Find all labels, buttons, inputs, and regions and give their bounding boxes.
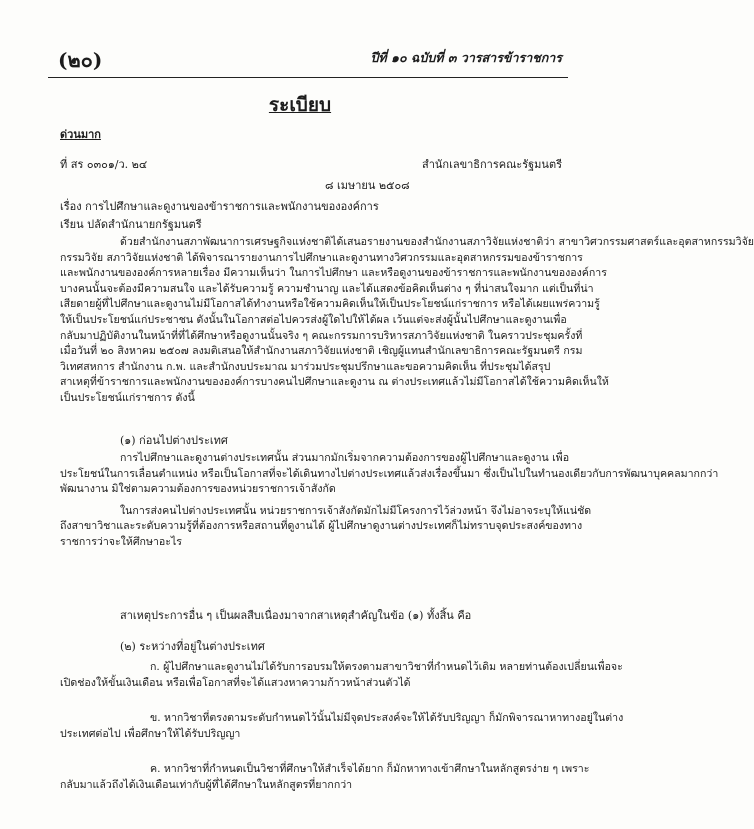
paragraph-line: ถึงสาขาวิชาและระดับความรู้ที่ต้องการหรือสถานที่ดูงานได้ ผู้ไปศึกษาดูงานต่างประเทศก็ไม่ทราบจุดประสงค์ของทาง (60, 520, 583, 533)
memo-subject: เรื่อง การไปศึกษาและดูงานของข้าราชการและพนักงานขององค์การ (60, 200, 379, 213)
paragraph-line: ในการส่งคนไปต่างประเทศนั้น หน่วยราชการเจ้าสังกัดมักไม่มีโครงการไว้ล่วงหน้า จึงไม่อาจระบุให้แน่ชัด (120, 504, 592, 517)
paragraph-line: เปิดช่องให้ขั้นเงินเดือน หรือเพื่อโอกาสที่จะได้แสวงหาความก้าวหน้าส่วนตัวได้ (60, 676, 411, 689)
paragraph-line: ข. หากวิชาที่ตรงตามระดับกำหนดไว้นั้นไม่มีจุดประสงค์จะให้ได้รับปริญญา ก็มักพิจารณาหาทางอยู่ในต่าง (150, 712, 624, 724)
other-causes-line: สาเหตุประการอื่น ๆ เป็นผลสืบเนื่องมาจากสาเหตุสำคัญในข้อ (๑) ทั้งสิ้น คือ (120, 609, 472, 622)
section1-paragraph (60, 451, 719, 551)
intro-paragraph (60, 235, 754, 407)
document-title: ระเบียบ (268, 94, 332, 116)
section-heading-while-abroad: (๒) ระหว่างที่อยู่ในต่างประเทศ (120, 640, 265, 653)
page-number: (๒๐) (58, 48, 103, 72)
memo-recipient: เรียน ปลัดสำนักนายกรัฐมนตรี (60, 218, 202, 231)
paragraph-line: ด้วยสำนักงานสภาพัฒนาการเศรษฐกิจแห่งชาติได้เสนอรายงานของสำนักงานสภาวิจัยแห่งชาติว่า สาขาวิศวกรรมศาสตร์และอุตสาหกรรมวิจัย (120, 236, 754, 248)
header-rule (48, 77, 568, 78)
paragraph-line: สาเหตุที่ข้าราชการและพนักงานขององค์การบางคนไปศึกษาและดูงาน ณ ต่างประเทศแล้วไม่มีโอกาสได้ใช้ความคิดเห็นให้ (60, 376, 609, 389)
paragraph-line: เสียดายผู้ที่ไปศึกษาและดูงานไม่มีโอกาสได้ทำงานหรือใช้ความคิดเห็นให้เป็นประโยชน์แก่ราชการ หรือได้เผยแพร่ความรู้ (60, 298, 600, 311)
paragraph-line: ค. หากวิชาที่กำหนดเป็นวิชาที่ศึกษาให้สำเร็จได้ยาก ก็มักหาทางเข้าศึกษาในหลักสูตรง่าย ๆ เพราะ (150, 763, 590, 775)
item-ka (60, 660, 623, 691)
paragraph-line: กลับมาปฏิบัติงานในหน้าที่ที่ได้ศึกษาหรือดูงานนั้นจริง ๆ คณะกรรมการบริหารสภาวิจัยแห่งชาติ ในคราวประชุมครั้งที่ (60, 329, 583, 342)
paragraph-line: ประเทศต่อไป เพื่อศึกษาให้ได้รับปริญญา (60, 727, 241, 740)
item-kha (60, 711, 624, 742)
item-kho (60, 762, 590, 793)
paragraph-line: ราชการว่าจะให้ศึกษาอะไร (60, 535, 182, 548)
reference-number: ที่ สร ๐๓๐๑/ว. ๒๔ (60, 158, 148, 171)
paragraph-line: ประโยชน์ในการเลื่อนตำแหน่ง หรือเป็นโอกาสที่จะได้เดินทางไปต่างประเทศแล้วส่งเรื่องขึ้นมา ซึ่งเป็นไปในทำนองเดียวกับการพัฒนาบุคคลมากกว่า (60, 467, 719, 480)
paragraph-line: กรรมวิจัย สภาวิจัยแห่งชาติ ได้พิจารณารายงานการไปศึกษาและดูงานทางวิศวกรรมและอุตสาหกรรมของข้าราชการ (60, 251, 583, 264)
section-heading-before-departure: (๑) ก่อนไปต่างประเทศ (120, 434, 228, 447)
running-header: ปีที่ ๑๐ ฉบับที่ ๓ วารสารข้าราชการ (370, 50, 562, 65)
paragraph-line: และพนักงานขององค์การหลายเรื่อง มีความเห็นว่า ในการไปศึกษา และหรือดูงานของข้าราชการและพนักงานขององค์การ (60, 267, 607, 280)
paragraph-line: พัฒนางาน มิใช่ตามความต้องการของหน่วยราชการเจ้าสังกัด (60, 483, 336, 496)
paragraph-line: การไปศึกษาและดูงานต่างประเทศนั้น ส่วนมากมักเริ่มจากความต้องการของผู้ไปศึกษาและดูงาน เพื่อ (120, 452, 570, 464)
issuing-office: สำนักเลขาธิการคณะรัฐมนตรี (422, 158, 562, 171)
paragraph-line: ให้เป็นประโยชน์แก่ประชาชน ดังนั้นในโอกาสต่อไปควรส่งผู้ใดไปให้ได้ผล เว้นแต่จะส่งผู้นั้นไปศึกษาและดูงานเพื่อ (60, 313, 567, 326)
paragraph-line: เมื่อวันที่ ๒๐ สิงหาคม ๒๕๐๗ ลงมติเสนอให้สำนักงานสภาวิจัยแห่งชาติ เชิญผู้แทนสำนักเลขาธิการคณะรัฐมนตรี กรม (60, 345, 583, 358)
memo-date: ๘ เมษายน ๒๕๐๘ (325, 179, 410, 192)
paragraph-line: วิเทศสหการ สำนักงาน ก.พ. และสำนักงบประมาณ มาร่วมประชุมปรึกษาและขอความคิดเห็น ที่ประชุมได้สรุป (60, 360, 551, 373)
paragraph-line: เป็นประโยชน์แก่ราชการ ดังนี้ (60, 391, 195, 404)
urgency-label: ด่วนมาก (60, 128, 101, 141)
paragraph-line: ก. ผู้ไปศึกษาและดูงานไม่ได้รับการอบรมให้ตรงตามสาขาวิชาที่กำหนดไว้เดิม หลายท่านต้องเปลี่ยนเพื่อจะ (150, 661, 623, 673)
paragraph-line: กลับมาแล้วถึงได้เงินเดือนเท่ากับผู้ที่ได้ศึกษาในหลักสูตรที่ยากกว่า (60, 778, 353, 791)
paragraph-line: บางคนนั้นจะต้องมีความสนใจ และได้รับความรู้ ความชำนาญ และได้แสดงข้อคิดเห็นต่าง ๆ ที่น่าสนใจมาก แต่เป็นที่น่า (60, 282, 594, 295)
